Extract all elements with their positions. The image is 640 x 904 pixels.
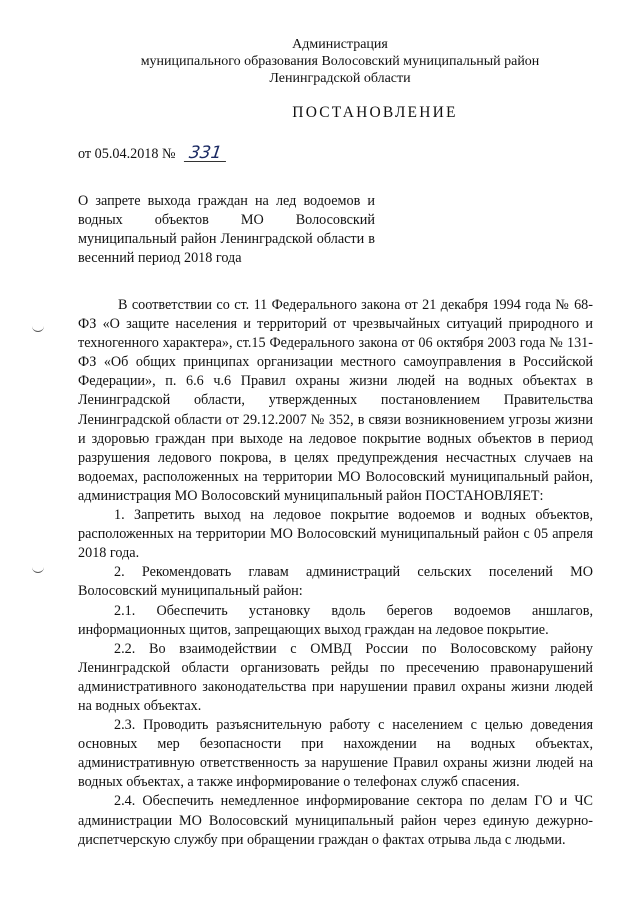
document-title: ПОСТАНОВЛЕНИЕ (292, 104, 458, 121)
document-date: от 05.04.2018 (78, 146, 159, 162)
issuer-line-3: Ленинградской области (269, 71, 411, 86)
document-dateline (78, 143, 228, 163)
number-sign: № (162, 146, 176, 162)
issuer-line-1: Администрация (292, 37, 388, 52)
binding-mark-top (32, 325, 44, 332)
paragraph-2: 2. Рекомендовать главам администраций сельских поселений МО Волосовский муниципальный район: (78, 564, 593, 600)
paragraph-2-2: 2.2. Во взаимодействии с ОМВД России по Волосовскому району Ленинградской области организовать рейды по пресечению правонарушений административного законодательства при нарушении правил охраны жизни людей на водных объектах. (78, 640, 593, 714)
paragraph-2-4: 2.4. Обеспечить немедленное информирование сектора по делам ГО и ЧС администрации МО Волосовский муниципальный район через единую дежурно-диспетчерскую службу при обращении граждан о фактах отрыва льда с людьми. (78, 793, 593, 848)
document-body (78, 296, 593, 850)
document-subject: О запрете выхода граждан на лед водоемов и водных объектов МО Волосовский муниципальный район Ленинградской области в весенний период 2018 года (78, 193, 375, 266)
paragraph-2-1: 2.1. Обеспечить установку вдоль берегов водоемов аншлагов, информационных щитов, запрещающих выход граждан на ледовое покрытие. (78, 602, 593, 638)
paragraph-1: 1. Запретить выход на ледовое покрытие водоемов и водных объектов, расположенных на территории МО Волосовский муниципальный район с 05 апреля 2018 года. (78, 507, 593, 562)
preamble-paragraph: В соответствии со ст. 11 Федерального закона от 21 декабря 1994 года № 68-ФЗ «О защите населения и территорий от чрезвычайных ситуаций природного и техногенного характера», ст.15 Федерального закона от 06 октября 2003 года № 131-ФЗ «Об общих принципах организации местного самоуправления в Российской Федерации», п. 6.6 ч.6 Правил охраны жизни людей на водных объектах в Ленинградской области, утвержденных постановлением Правительства Ленинградской области от 29.12.2007 № 352, в связи возникновением угрозы жизни и здоровью граждан при выходе на ледовое покрытие водных объектов в период разрушения ледового покрова, в целях предупреждения несчастных случаев на водоемах, расположенных на территории МО Волосовский муниципальный район, администрация МО Волосовский муниципальный район ПОСТАНОВЛЯЕТ: (78, 297, 593, 504)
binding-mark-bottom (32, 566, 44, 573)
issuer-line-2: муниципального образования Волосовский муниципальный район (140, 54, 540, 69)
document-number: 331 (184, 146, 229, 162)
paragraph-2-3: 2.3. Проводить разъяснительную работу с населением с целью доведения основных мер безопасности при нахождении на водных объектах, административную ответственность за нарушение Правил охраны жизни людей на водных объектах, а также информирование о телефонах служб спасения. (78, 717, 593, 791)
issuer-header (130, 36, 550, 87)
